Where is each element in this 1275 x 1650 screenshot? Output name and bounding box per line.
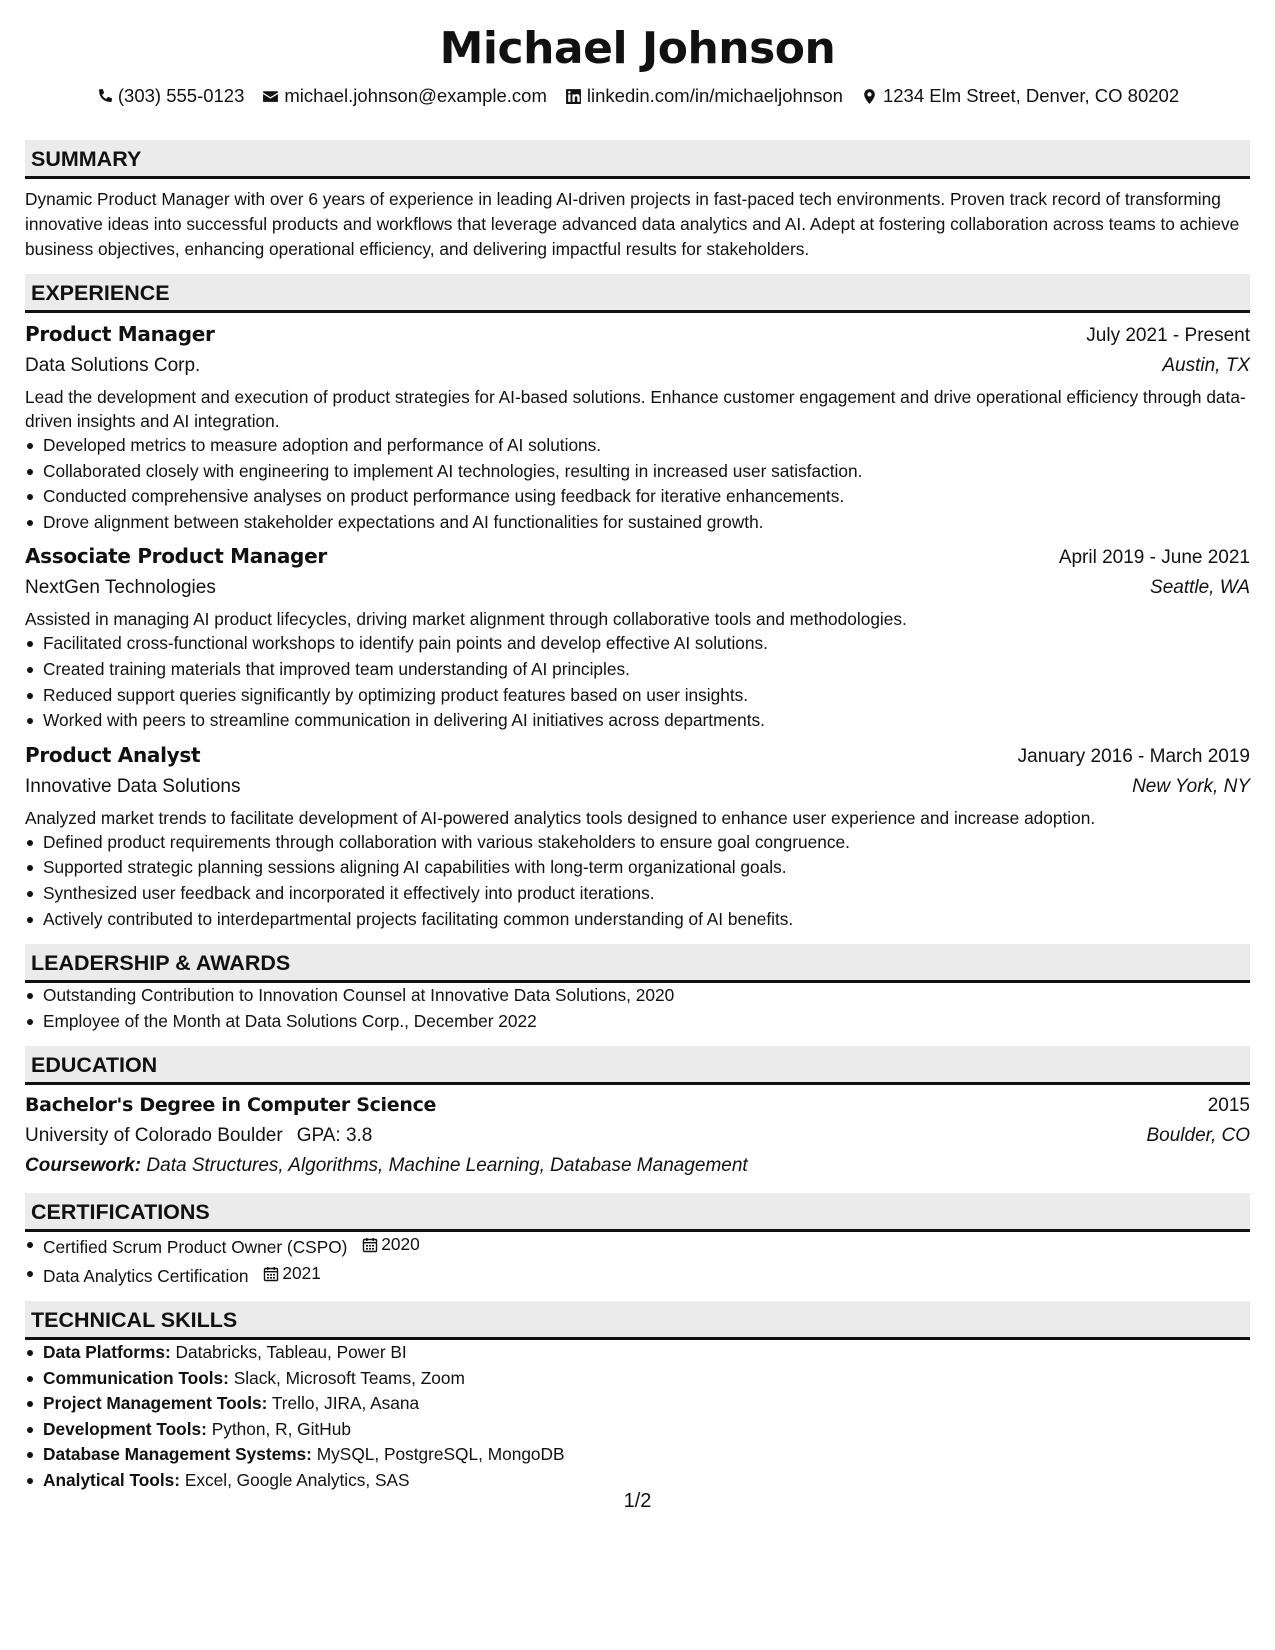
skill-values: Databricks, Tableau, Power BI [175,1342,407,1363]
calendar-icon [362,1237,378,1253]
job-dates: July 2021 - Present [1086,325,1250,346]
certification-date [263,1261,320,1287]
section-heading-awards: LEADERSHIP & AWARDS [25,944,1250,983]
company-name: NextGen Technologies [25,577,216,599]
summary-text: Dynamic Product Manager with over 6 years of experience in leading AI-driven projects in fast-paced tech environments. Proven track record of transforming innovative ideas into successful products and workflows that leverage advanced data analytics and AI. Adept at fostering collaboration across teams to achieve business objectives, enhancing operational efficiency, and delivering impactful results for stakeholders. [25,189,1240,259]
job-entry [25,740,1250,932]
certification-year: 2021 [282,1262,321,1283]
school-location: Boulder, CO [1146,1125,1250,1147]
resume-page [25,0,1250,1494]
contact-bar [25,84,1250,108]
certification-year: 2020 [381,1234,420,1255]
list-item [43,1417,1250,1443]
job-bullets [25,433,1250,535]
list-item: Conducted comprehensive analyses on product performance using feedback for iterative enhancements. [43,484,1250,510]
list-item [43,1232,1250,1260]
list-item: Employee of the Month at Data Solutions Corp., December 2022 [43,1009,1250,1035]
skill-values: Excel, Google Analytics, SAS [184,1470,410,1491]
contact-phone [96,84,245,108]
skill-values: MySQL, PostgreSQL, MongoDB [316,1444,565,1465]
job-location: Austin, TX [1162,355,1250,376]
candidate-name: Michael Johnson [439,23,836,74]
job-bullets [25,830,1250,932]
list-item [43,1442,1250,1468]
job-entry [25,541,1250,733]
list-item [43,1261,1250,1289]
skill-category: Data Platforms: [43,1342,171,1363]
skill-category: Communication Tools: [43,1367,229,1388]
gpa: GPA: 3.8 [296,1125,373,1147]
skill-category: Analytical Tools: [43,1470,180,1491]
section-heading-experience: EXPERIENCE [25,274,1250,313]
skill-category: Database Management Systems: [43,1444,312,1465]
contact-email[interactable] [262,84,547,108]
phone-icon [96,88,113,105]
school-name: University of Colorado Boulder [25,1125,283,1147]
email-link[interactable]: michael.johnson@example.com [284,85,547,106]
skill-values: Slack, Microsoft Teams, Zoom [233,1367,465,1388]
section-heading-certifications: CERTIFICATIONS [25,1193,1250,1232]
list-item: Created training materials that improved team understanding of AI principles. [43,657,1250,683]
list-item: Outstanding Contribution to Innovation Counsel at Innovative Data Solutions, 2020 [43,983,1250,1009]
skill-category: Development Tools: [43,1418,207,1439]
certification-name: Certified Scrum Product Owner (CSPO) [43,1237,348,1258]
skill-values: Trello, JIRA, Asana [271,1393,420,1414]
coursework-list: Data Structures, Algorithms, Machine Learning, Database Management [146,1155,748,1177]
job-title: Product Analyst [25,742,201,767]
phone-text: (303) 555-0123 [117,85,245,106]
job-dates: April 2019 - June 2021 [1058,547,1250,569]
certification-date [362,1232,419,1258]
job-entry [25,319,1250,535]
list-item: Drove alignment between stakeholder expectations and AI functionalities for sustained growth. [43,510,1250,536]
job-description: Analyzed market trends to facilitate development of AI-powered analytics tools designed to enhance user experience and increase adoption. [25,807,1096,828]
linkedin-link[interactable]: linkedin.com/in/michaeljohnson [586,85,843,106]
job-bullets [25,631,1250,733]
company-name: Data Solutions Corp. [25,355,201,376]
company-name: Innovative Data Solutions [25,775,241,797]
job-title: Associate Product Manager [25,544,327,569]
section-heading-education: EDUCATION [25,1046,1250,1085]
degree-title: Bachelor's Degree in Computer Science [25,1094,437,1117]
job-title: Product Manager [25,322,215,346]
skill-values: Python, R, GitHub [211,1418,351,1439]
section-heading-summary: SUMMARY [25,140,1250,179]
list-item: Worked with peers to streamline communication in delivering AI initiatives across departments. [43,708,1250,734]
skills-list [25,1340,1250,1494]
skill-category: Project Management Tools: [43,1393,268,1414]
list-item [43,1391,1250,1417]
graduation-year: 2015 [1207,1095,1250,1117]
education-entry [25,1091,1250,1181]
coursework-label: Coursework: [25,1155,142,1177]
address-text: 1234 Elm Street, Denver, CO 80202 [882,85,1180,106]
list-item: Reduced support queries significantly by optimizing product features based on user insights. [43,683,1250,709]
school-line [25,1121,372,1151]
list-item: Defined product requirements through collaboration with various stakeholders to ensure goal congruence. [43,830,1250,856]
list-item: Supported strategic planning sessions aligning AI capabilities with long-term organizational goals. [43,855,1250,881]
envelope-icon [262,88,279,105]
certification-name: Data Analytics Certification [43,1265,249,1286]
certifications-list [25,1232,1250,1289]
awards-list [25,983,1250,1034]
list-item: Facilitated cross-functional workshops to identify pain points and develop effective AI solutions. [43,631,1250,657]
list-item [43,1340,1250,1366]
linkedin-icon [565,88,582,105]
list-item: Collaborated closely with engineering to implement AI technologies, resulting in increased user satisfaction. [43,459,1250,485]
coursework-line [25,1151,1250,1181]
map-pin-icon [861,88,878,105]
job-description: Lead the development and execution of product strategies for AI-based solutions. Enhance customer engagement and drive operational efficiency through data-driven insights and AI integration. [25,387,1246,431]
list-item: Synthesized user feedback and incorporated it effectively into product iterations. [43,881,1250,907]
job-location: New York, NY [1132,775,1250,797]
section-heading-skills: TECHNICAL SKILLS [25,1301,1250,1340]
list-item: Developed metrics to measure adoption and performance of AI solutions. [43,433,1250,459]
job-description: Assisted in managing AI product lifecycles, driving market alignment through collaborative tools and methodologies. [25,609,907,630]
list-item: Actively contributed to interdepartmental projects facilitating common understanding of AI benefits. [43,907,1250,933]
list-item [43,1366,1250,1392]
contact-address [861,84,1179,108]
job-dates: January 2016 - March 2019 [1017,745,1250,767]
job-location: Seattle, WA [1150,577,1250,599]
page-number: 1/2 [623,1490,652,1512]
calendar-icon [263,1266,279,1282]
contact-linkedin[interactable] [565,84,843,108]
